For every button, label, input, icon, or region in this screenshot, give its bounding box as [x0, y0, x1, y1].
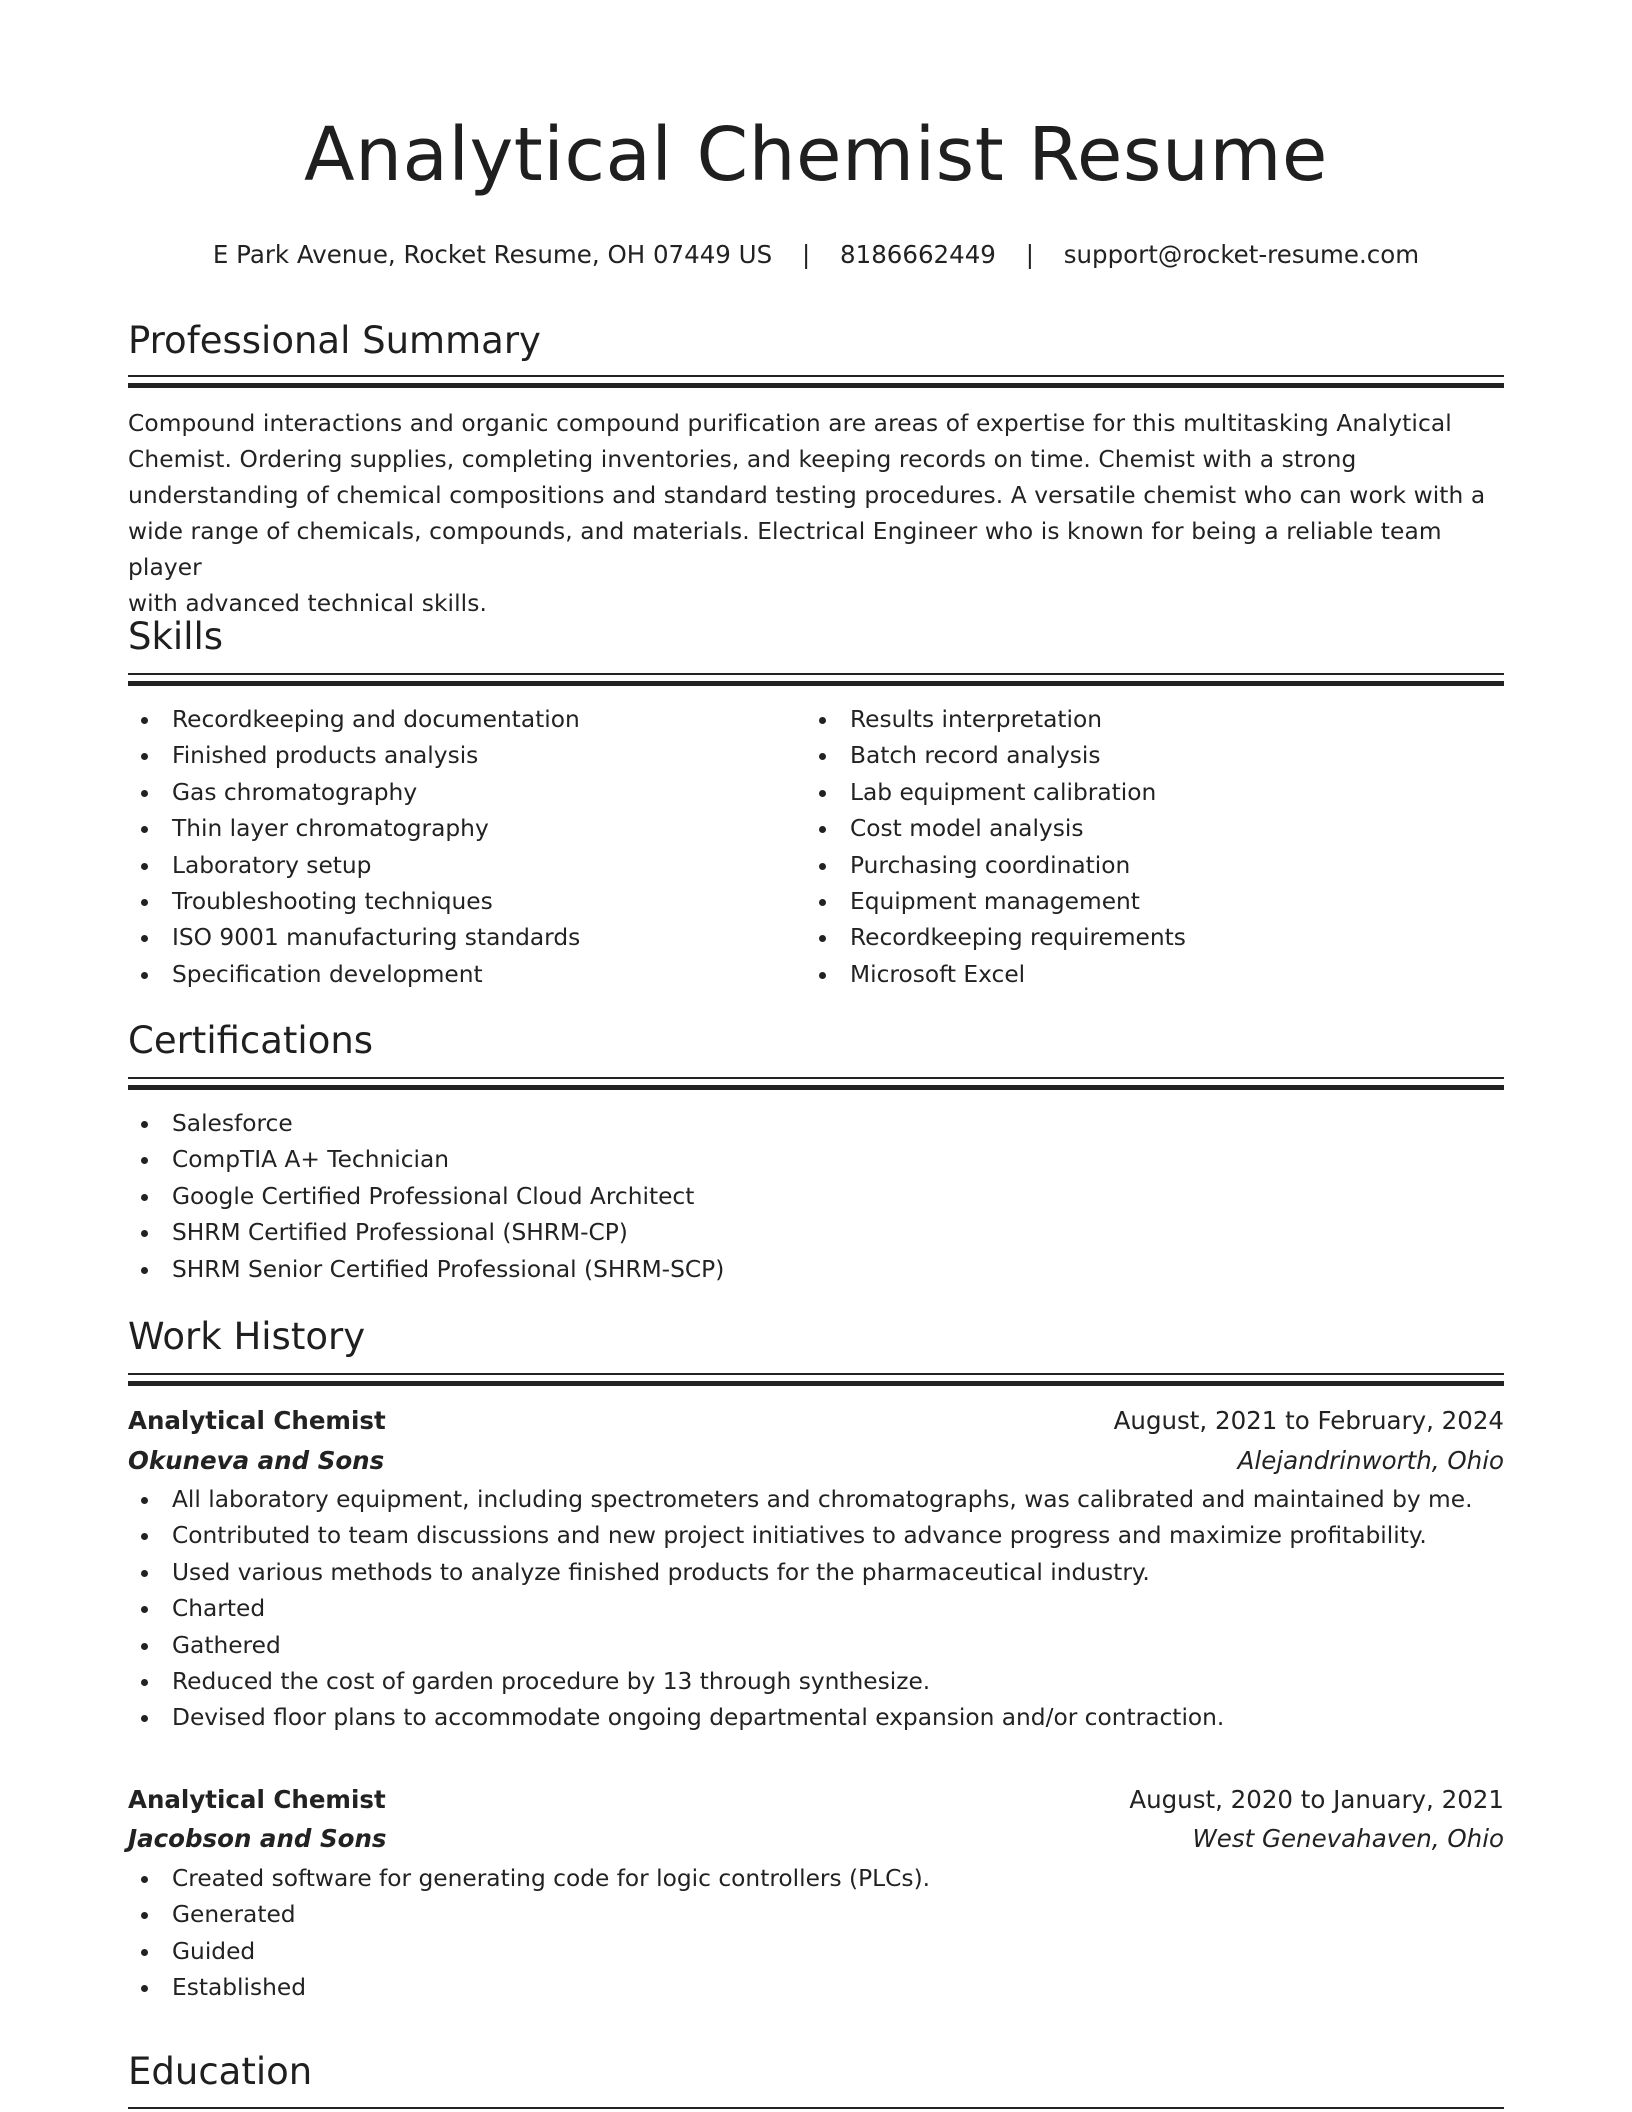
job-bullets: [128, 1482, 1473, 1737]
work-history-section: [128, 1315, 1504, 2002]
section-divider: [128, 1373, 1504, 1386]
certification-item: Google Certified Professional Cloud Architect: [128, 1179, 724, 1215]
job-dates: August, 2020 to January, 2021: [1129, 1785, 1504, 1814]
skill-item: Batch record analysis: [806, 738, 1186, 774]
skill-item: Gas chromatography: [128, 775, 580, 811]
summary-line: Compound interactions and organic compound purification are areas of expertise for this multitasking Analytical: [128, 410, 1452, 437]
job-bullet: Charted: [128, 1591, 1473, 1627]
job-dates: August, 2021 to February, 2024: [1113, 1406, 1504, 1435]
summary-line: wide range of chemicals, compounds, and materials. Electrical Engineer who is known for being a reliable team player: [128, 518, 1442, 581]
skill-item: Recordkeeping requirements: [806, 920, 1186, 956]
job-bullet: Used various methods to analyze finished products for the pharmaceutical industry.: [128, 1555, 1473, 1591]
resume-title: Analytical Chemist Resume: [304, 112, 1328, 198]
job-bullet: Established: [128, 1970, 930, 2006]
summary-line: Chemist. Ordering supplies, completing inventories, and keeping records on time. Chemist with a strong: [128, 446, 1357, 473]
skill-item: Recordkeeping and documentation: [128, 702, 580, 738]
education-section: [128, 2050, 1504, 2093]
job-bullet: Generated: [128, 1897, 930, 1933]
certification-item: SHRM Certified Professional (SHRM-CP): [128, 1215, 724, 1251]
contact-line: [0, 240, 1632, 269]
contact-phone: 8186662449: [840, 240, 996, 269]
section-divider: [128, 375, 1504, 388]
contact-separator: |: [801, 240, 811, 269]
certification-item: CompTIA A+ Technician: [128, 1142, 724, 1178]
certifications-list: [128, 1106, 724, 1288]
job-company: Jacobson and Sons: [128, 1824, 387, 1853]
certifications-section: [128, 1019, 1504, 1283]
job-bullet: Created software for generating code for logic controllers (PLCs).: [128, 1861, 930, 1897]
skill-item: Troubleshooting techniques: [128, 884, 580, 920]
skill-item: Equipment management: [806, 884, 1186, 920]
skills-heading: Skills: [128, 615, 224, 658]
skill-item: Finished products analysis: [128, 738, 580, 774]
education-heading: Education: [128, 2050, 313, 2093]
skill-item: Cost model analysis: [806, 811, 1186, 847]
job-bullet: Contributed to team discussions and new project initiatives to advance progress and maximize profitability.: [128, 1518, 1473, 1554]
contact-separator: |: [1025, 240, 1034, 269]
summary-text: [128, 406, 1504, 622]
job-bullets: [128, 1861, 930, 2007]
job-title: Analytical Chemist: [128, 1785, 386, 1814]
job-bullet: Gathered: [128, 1628, 1473, 1664]
job-bullet: Guided: [128, 1934, 930, 1970]
job-company: Okuneva and Sons: [128, 1446, 385, 1475]
work-history-heading: Work History: [128, 1315, 366, 1358]
summary-heading: Professional Summary: [128, 319, 541, 362]
skill-item: Laboratory setup: [128, 848, 580, 884]
skill-item: Microsoft Excel: [806, 957, 1186, 993]
skill-item: Purchasing coordination: [806, 848, 1186, 884]
skill-item: Specification development: [128, 957, 580, 993]
job-bullet: Reduced the cost of garden procedure by 13 through synthesize.: [128, 1664, 1473, 1700]
summary-line: with advanced technical skills.: [128, 590, 487, 617]
section-divider: [128, 2107, 1504, 2109]
certification-item: SHRM Senior Certified Professional (SHRM-SCP): [128, 1252, 724, 1288]
contact-email[interactable]: support@rocket-resume.com: [1063, 240, 1420, 269]
skill-item: Results interpretation: [806, 702, 1186, 738]
certification-item: Salesforce: [128, 1106, 724, 1142]
skill-item: Lab equipment calibration: [806, 775, 1186, 811]
skills-list-left: [128, 702, 580, 993]
job-bullet: Devised floor plans to accommodate ongoing departmental expansion and/or contraction.: [128, 1700, 1473, 1736]
section-divider: [128, 673, 1504, 686]
job-title: Analytical Chemist: [128, 1406, 386, 1435]
job-location: West Genevahaven, Ohio: [1192, 1824, 1504, 1853]
job-bullet: All laboratory equipment, including spectrometers and chromatographs, was calibrated and maintained by me.: [128, 1482, 1473, 1518]
certifications-heading: Certifications: [128, 1019, 374, 1062]
skill-item: Thin layer chromatography: [128, 811, 580, 847]
section-divider: [128, 1077, 1504, 1090]
skills-list-right: [806, 702, 1186, 993]
skill-item: ISO 9001 manufacturing standards: [128, 920, 580, 956]
skills-section: [128, 615, 1504, 988]
summary-section: [128, 319, 1504, 617]
job-location: Alejandrinworth, Ohio: [1237, 1446, 1504, 1475]
summary-line: understanding of chemical compositions and standard testing procedures. A versatile chemist who can work with a: [128, 482, 1486, 509]
contact-address: E Park Avenue, Rocket Resume, OH 07449 US: [212, 240, 773, 269]
